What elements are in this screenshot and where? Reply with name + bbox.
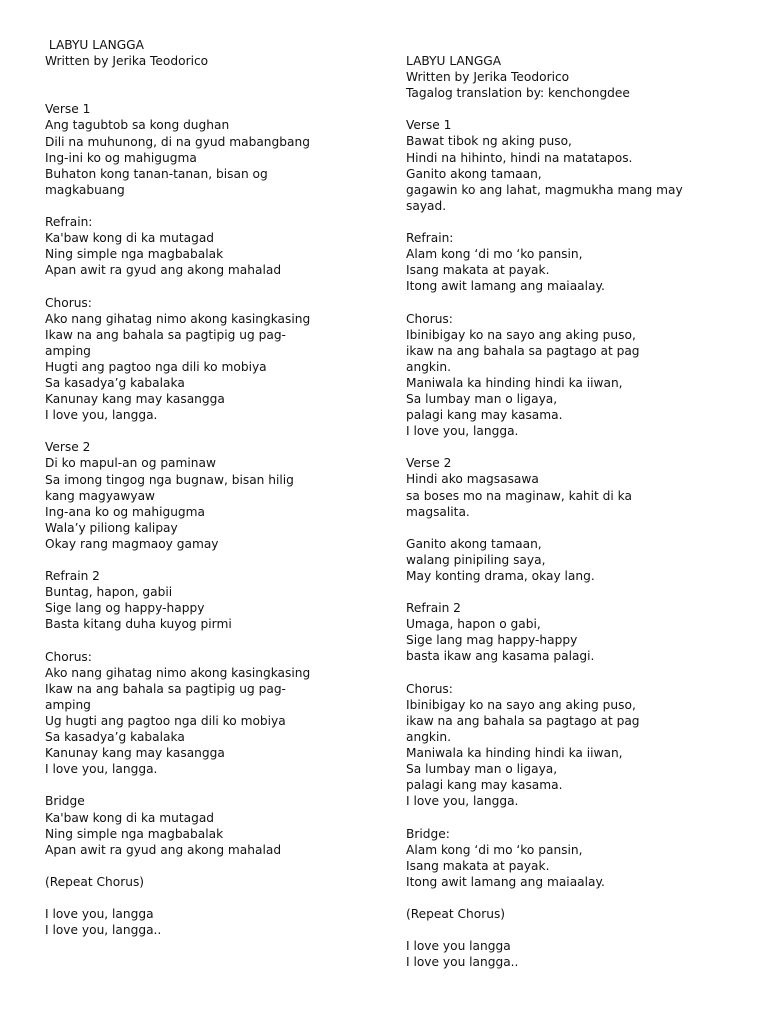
refrain2-heading: Refrain 2 — [45, 569, 100, 584]
lyric-line: ikaw na ang bahala sa pagtago at pag — [406, 343, 640, 358]
lyric-line: Itong awit lamang ang maiaalay. — [406, 279, 605, 294]
chorus-heading: Chorus: — [406, 681, 453, 696]
lyric-line: Basta kitang duha kuyog pirmi — [45, 617, 232, 632]
lyric-line: May konting drama, okay lang. — [406, 569, 595, 583]
lyric-line: amping — [45, 343, 91, 358]
lyric-line: I love you, langga. — [45, 762, 158, 777]
lyric-line: angkin. — [406, 359, 451, 374]
bridge-heading: Bridge — [45, 794, 85, 809]
lyric-line: walang pinipiling saya, — [406, 552, 546, 567]
lyric-line: Di ko mapul-an og paminaw — [45, 456, 216, 471]
lyric-line: Sige lang mag happy-happy — [406, 633, 578, 648]
lyric-line: Ka'baw kong di ka mutagad — [45, 231, 215, 246]
lyric-line: Maniwala ka hinding hindi ka iiwan, — [406, 746, 623, 761]
lyric-line: Ako nang gihatag nimo akong kasingkasing — [45, 311, 311, 326]
lyric-line: Alam kong ‘di mo ‘ko pansin, — [406, 842, 583, 857]
lyric-line: sayad. — [406, 198, 447, 213]
spacer — [45, 69, 365, 85]
lyric-line: Isang makata at payak. — [406, 858, 550, 873]
spacer — [45, 278, 365, 294]
chorus-heading: Chorus: — [45, 649, 92, 664]
repeat-note: (Repeat Chorus) — [45, 874, 145, 889]
lyric-line: Sige lang og happy-happy — [45, 601, 205, 616]
spacer — [406, 101, 736, 117]
lyric-line: Buhaton kong tanan-tanan, bisan og — [45, 166, 268, 181]
spacer — [45, 632, 365, 648]
spacer — [45, 198, 365, 214]
bridge-heading: Bridge: — [406, 826, 450, 841]
lyric-line: Sa kasadya’g kabalaka — [45, 375, 185, 390]
refrain-heading: Refrain: — [406, 231, 454, 246]
outro-line: I love you langga — [406, 939, 511, 954]
lyric-line: Ako nang gihatag nimo akong kasingkasing — [45, 665, 311, 680]
lyric-line: Okay rang magmaoy gamay — [45, 536, 219, 551]
lyric-line: Ibinibigay ko na sayo ang aking puso, — [406, 697, 636, 712]
chorus-heading: Chorus: — [45, 295, 92, 310]
song-author: Written by Jerika Teodorico — [406, 70, 570, 85]
spacer — [406, 665, 736, 681]
spacer — [406, 214, 736, 230]
lyric-line: Wala’y piliong kalipay — [45, 520, 178, 535]
lyric-line: Umaga, hapon o gabi, — [406, 617, 541, 632]
lyric-line: palagi kang may kasama. — [406, 778, 563, 793]
lyric-line: angkin. — [406, 729, 451, 744]
outro-line: I love you, langga.. — [45, 923, 162, 938]
spacer — [45, 858, 365, 874]
lyric-line: ikaw na ang bahala sa pagtago at pag — [406, 713, 640, 728]
spacer — [406, 439, 736, 455]
song-title: LABYU LANGGA — [45, 38, 144, 52]
verse2-heading: Verse 2 — [406, 456, 452, 471]
lyric-line: sa boses mo na maginaw, kahit di ka — [406, 488, 632, 503]
spacer — [45, 777, 365, 793]
tagalog-lyrics-column — [406, 53, 736, 970]
lyric-line: Sa kasadya’g kabalaka — [45, 730, 185, 745]
lyric-line: Ang tagubtob sa kong dughan — [45, 118, 230, 133]
cebuano-lyrics-column — [45, 37, 365, 938]
lyric-line: gagawin ko ang lahat, magmukha mang may — [406, 182, 683, 197]
lyric-line: Hugti ang pagtoo nga dili ko mobiya — [45, 359, 267, 374]
outro-line: I love you langga.. — [406, 955, 519, 970]
lyric-line: Ka'baw kong di ka mutagad — [45, 810, 215, 825]
spacer — [406, 890, 736, 906]
verse2-heading: Verse 2 — [45, 440, 91, 455]
lyric-line: I love you, langga. — [406, 424, 519, 439]
refrain2-heading: Refrain 2 — [406, 601, 461, 616]
lyric-line: Sa imong tingog nga bugnaw, bisan hilig — [45, 472, 294, 487]
lyric-line: Isang makata at payak. — [406, 263, 550, 278]
lyric-line: Ug hugti ang pagtoo nga dili ko mobiya — [45, 713, 286, 728]
lyric-line: amping — [45, 697, 91, 712]
lyric-line: Ing-ini ko og mahigugma — [45, 150, 197, 165]
spacer — [406, 584, 736, 600]
lyric-line: Itong awit lamang ang maiaalay. — [406, 874, 605, 889]
repeat-note: (Repeat Chorus) — [406, 906, 506, 921]
lyric-line: Hindi na hihinto, hindi na matatapos. — [406, 150, 633, 165]
spacer — [406, 294, 736, 310]
refrain-heading: Refrain: — [45, 215, 93, 230]
lyric-line: I love you, langga. — [45, 408, 158, 423]
song-title: LABYU LANGGA — [406, 54, 502, 68]
lyric-line: Ibinibigay ko na sayo ang aking puso, — [406, 327, 636, 342]
lyric-line: Sa lumbay man o ligaya, — [406, 391, 558, 406]
lyric-line: Apan awit ra gyud ang akong mahalad — [45, 263, 282, 278]
lyric-line: Ganito akong tamaan, — [406, 166, 542, 181]
spacer — [45, 423, 365, 439]
outro-line: I love you, langga — [45, 907, 154, 922]
lyric-line: palagi kang may kasama. — [406, 408, 563, 423]
lyric-line: Apan awit ra gyud ang akong mahalad — [45, 842, 282, 857]
lyric-line: Kanunay kang may kasangga — [45, 392, 225, 407]
lyric-line: Ning simple nga magbabalak — [45, 247, 224, 262]
lyric-line: Alam kong ‘di mo ‘ko pansin, — [406, 247, 583, 262]
lyric-line: magkabuang — [45, 182, 125, 197]
lyric-line: Sa lumbay man o ligaya, — [406, 762, 558, 777]
spacer — [406, 809, 736, 825]
song-translator: Tagalog translation by: kenchongdee — [406, 86, 630, 101]
lyric-line: magsalita. — [406, 504, 470, 519]
lyric-line: Ning simple nga magbabalak — [45, 826, 224, 841]
lyric-line: Hindi ako magsasawa — [406, 472, 539, 487]
lyric-line: basta ikaw ang kasama palagi. — [406, 649, 595, 664]
lyric-line: Maniwala ka hinding hindi ka iiwan, — [406, 375, 623, 390]
lyric-line: I love you, langga. — [406, 794, 519, 809]
lyric-line: Ikaw na ang bahala sa pagtipig ug pag- — [45, 327, 286, 342]
song-author: Written by Jerika Teodorico — [45, 54, 209, 69]
spacer — [45, 890, 365, 906]
lyric-line: Buntag, hapon, gabii — [45, 585, 173, 600]
chorus-heading: Chorus: — [406, 311, 453, 326]
lyric-line: kang magyawyaw — [45, 488, 156, 503]
lyric-line: Kanunay kang may kasangga — [45, 746, 225, 761]
spacer — [406, 520, 736, 536]
spacer — [45, 552, 365, 568]
spacer — [406, 922, 736, 938]
spacer — [45, 85, 365, 101]
verse1-heading: Verse 1 — [406, 118, 452, 133]
lyric-line: Bawat tibok ng aking puso, — [406, 134, 572, 149]
lyric-line: Dili na muhunong, di na gyud mabangbang — [45, 134, 310, 149]
verse1-heading: Verse 1 — [45, 102, 91, 117]
lyric-line: Ing-ana ko og mahigugma — [45, 504, 205, 519]
lyric-line: Ganito akong tamaan, — [406, 536, 542, 551]
lyric-line: Ikaw na ang bahala sa pagtipig ug pag- — [45, 681, 286, 696]
